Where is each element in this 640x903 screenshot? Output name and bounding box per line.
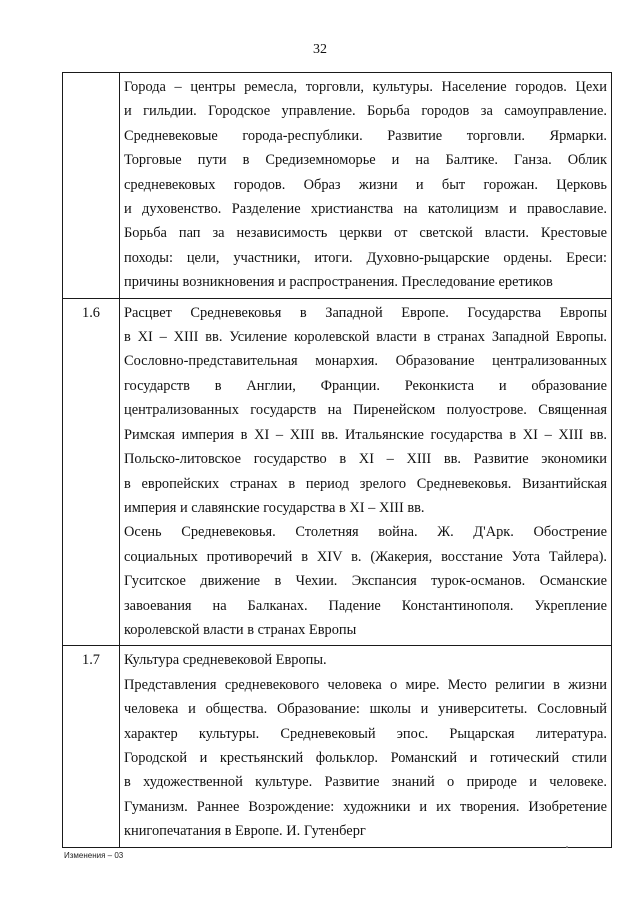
section-number: 1.6 [63,298,120,646]
text-line: Римская империя в XI – XIII вв. Итальянские государства в XI – XIII вв. [124,426,607,443]
text-line: Средневековые города-республики. Развитие торговли. Ярмарки. [124,127,607,144]
text-line: империя и славянские государства в XI – XIII вв. [124,499,425,516]
section-content [120,298,612,646]
text-line: социальных противоречий в XIV в. (Жакерия, восстание Уота Тайлера). [124,548,607,565]
text-line: Сословно-представительная монархия. Образование централизованных [124,353,607,370]
text-line: Торговые пути в Средиземноморье и на Балтике. Ганза. Облик [124,152,607,169]
content-paragraph [124,648,607,672]
text-line: завоевания на Балканах. Падение Константинополя. Укрепление [124,597,607,614]
text-line: Гуситское движение в Чехии. Экспансия турок-османов. Османские [124,573,607,590]
content-paragraph [124,301,607,521]
text-line: средневековых городов. Образ жизни и быт горожан. Церковь [124,176,607,193]
content-paragraph [124,520,607,642]
text-line: Осень Средневековья. Столетняя война. Ж. Д'Арк. Обострение [124,524,607,541]
text-line: в XI – XIII вв. Усиление королевской власти в странах Западной Европы. [124,329,607,346]
text-line: характер культуры. Средневековый эпос. Рыцарская литература. [124,725,607,742]
text-line: в европейских странах в период зрелого Средневековья. Византийская [124,475,607,492]
table-row [63,298,612,646]
text-line: и духовенство. Разделение христианства на католицизм и православие. [124,201,607,218]
page-number: 32 [313,42,327,57]
scan-speck [566,846,568,848]
text-line: королевской власти в странах Европы [124,621,357,638]
text-line: Польско-литовское государство в XI – XIII вв. Развитие экономики [124,451,607,468]
revision-footer: Изменения – 03 [64,851,124,860]
text-line: причины возникновения и распространения. Преследование еретиков [124,274,553,291]
content-paragraph [124,75,607,295]
section-number [63,73,120,299]
text-line: Борьба пап за независимость церкви от светской власти. Крестовые [124,225,607,242]
text-line: и гильдии. Городское управление. Борьба городов за самоуправление. [124,103,607,120]
text-line: централизованных государств на Пиренейском полуострове. Священная [124,402,607,419]
text-line: Города – центры ремесла, торговли, культуры. Население городов. Цехи [124,79,607,95]
table-row [63,73,612,299]
text-line: государств в Англии, Франции. Реконкиста и образование [124,377,607,394]
text-line: походы: цели, участники, итоги. Духовно-рыцарские ордены. Ереси: [124,249,607,266]
text-line: в художественной культуре. Развитие знаний о природе и человеке. [124,774,607,791]
section-number: 1.7 [63,646,120,847]
section-content [120,73,612,299]
syllabus-table [62,72,612,848]
text-line: человека и общества. Образование: школы и университеты. Сословный [124,701,607,718]
text-line: Городской и крестьянский фольклор. Романский и готический стили [124,749,607,766]
text-line: Гуманизм. Раннее Возрождение: художники и их творения. Изобретение [124,798,607,815]
text-line: Культура средневековой Европы. [124,652,327,669]
content-paragraph [124,673,607,844]
text-line: книгопечатания в Европе. И. Гутенберг [124,823,366,840]
section-content [120,646,612,847]
text-line: Расцвет Средневековья в Западной Европе. Государства Европы [124,304,607,321]
text-line: Представления средневекового человека о мире. Место религии в жизни [124,676,607,693]
table-row [63,646,612,847]
